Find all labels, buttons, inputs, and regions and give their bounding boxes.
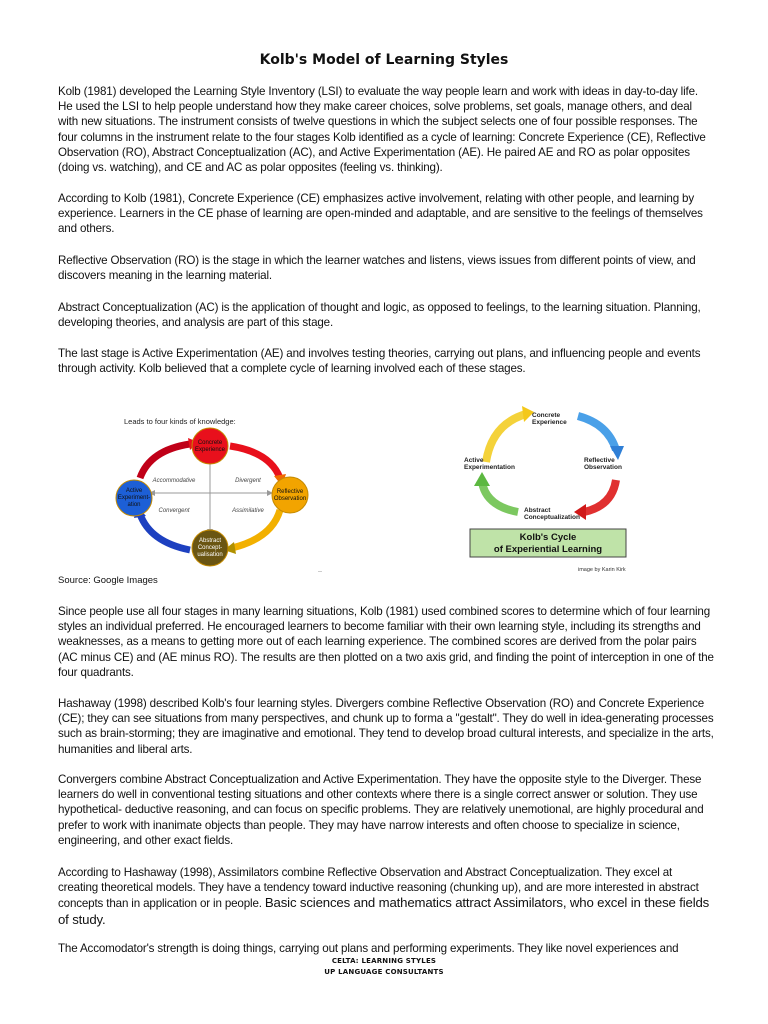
- svg-text:Observation: Observation: [273, 496, 307, 502]
- caption-line2: of Experiential Learning: [493, 544, 603, 555]
- label-abstract-conceptualization-line1: Abstract: [524, 507, 551, 514]
- paragraph-accomodators: The Accomodator's strength is doing things, carrying out plans and performing experiments. They like novel experiences and: [58, 942, 679, 955]
- label-active-experimentation-line2: Experimentation: [464, 464, 515, 471]
- arc-bottom-left: [140, 514, 190, 550]
- svg-text:ualisation: ualisation: [197, 552, 223, 558]
- paragraph-concrete-experience: According to Kolb (1981), Concrete Experience (CE) emphasizes active involvement, relating with other people, and learning by experience. Learners in the CE phase of learning are open-minded and adaptable, and are sensitive to the feelings of themselves and others.: [58, 192, 703, 236]
- svg-text:ation: ation: [127, 502, 141, 508]
- quadrant-divergent: Divergent: [235, 478, 261, 484]
- caption-line1: Kolb's Cycle: [519, 532, 577, 543]
- quadrant-accommodative: Accommodative: [152, 478, 196, 484]
- svg-text:Reflective: Reflective: [276, 489, 304, 495]
- paragraph-abstract-conceptualization: Abstract Conceptualization (AC) is the application of thought and logic, as opposed to feelings, to the learning situation. Planning, developing theories, and analysis are part of this stage.: [58, 301, 701, 330]
- label-concrete-experience-line1: Concrete: [532, 412, 561, 419]
- paragraph-intro: Kolb (1981) developed the Learning Style Inventory (LSI) to evaluate the way people learn and work with ideas in day-to-day life. He used the LSI to help people understand how they make career choices, solve problems, set goals, manage others, and deal with new situations. The instrument consists of twelve questions in which the subject selects one of four possible responses. The four columns in the instrument relate to the four stages Kolb identified as a cycle of learning: Concrete Experience (CE), Reflective Observation (RO), Abstract Conceptualization (AC), and Active Experimentation (AE). He paired AE and RO as polar opposites (doing vs. watching), and CE and AC as polar opposites (feeling vs. thinking).: [58, 85, 706, 175]
- kolb-cycle-diagram-right: [452, 402, 644, 578]
- label-active-experimentation-line1: Active: [464, 457, 484, 464]
- label-concrete-experience-line2: Experience: [532, 419, 567, 426]
- kolb-cycle-diagram-left: [112, 410, 344, 576]
- svg-text:Active: Active: [125, 488, 143, 494]
- paragraph-reflective-observation: Reflective Observation (RO) is the stage in which the learner watches and listens, views issues from different points of view, and discovers meaning in the learning material.: [58, 254, 696, 283]
- footer-line1: CELTA: LEARNING STYLES: [331, 957, 437, 965]
- arc-bottom-right: [232, 510, 280, 548]
- arrow-yellow: [486, 414, 526, 462]
- svg-text:Experiment-: Experiment-: [117, 495, 151, 501]
- svg-text:Concrete: Concrete: [197, 440, 223, 446]
- arrow-red: [584, 480, 616, 512]
- arrow-green: [482, 482, 518, 512]
- figure-left-credit-mark: —: [318, 568, 322, 573]
- page-title: Kolb's Model of Learning Styles: [259, 52, 509, 68]
- svg-text:Abstract: Abstract: [198, 538, 222, 544]
- arc-top-left: [140, 444, 190, 478]
- figure-right-credit: image by Karin Kirk: [578, 567, 626, 573]
- paragraph-convergers: Convergers combine Abstract Conceptualization and Active Experimentation. They have the opposite style to the Diverger. These learners do well in conventional testing situations and other contexts where there is a single correct answer or solution. They use hypothetical- deductive reasoning, and can focus on specific problems. They are relatively unemotional, are highly procedural and prefer to work with inanimate objects than people. They may have narrow interests and often choose to specialize in science, engineering, and other exact fields.: [58, 773, 704, 847]
- quadrant-convergent: Convergent: [158, 508, 190, 514]
- footer-line2: UP LANGUAGE CONSULTANTS: [324, 968, 444, 976]
- arrow-blue: [578, 416, 616, 450]
- figure-source: Source: Google Images: [58, 575, 158, 586]
- paragraph-assimilators: [58, 865, 714, 928]
- figure-left-heading: Leads to four kinds of knowledge:: [124, 417, 236, 426]
- assimilators-text: According to Hashaway (1998), Assimilators combine Reflective Observation and Abstract Conceptualization. They excel at creating theoretical models. They have a tendency toward inductive reasoning (chunking up), and are more interested in abstract concepts than in application or in people.: [58, 866, 699, 911]
- node-reflective-observation: [272, 477, 308, 513]
- node-concrete-experience: [192, 428, 228, 464]
- quadrant-assimilative: Assimilative: [232, 508, 264, 514]
- label-reflective-observation-line1: Reflective: [584, 457, 615, 464]
- label-abstract-conceptualization-line2: Conceptualization: [524, 514, 580, 521]
- label-reflective-observation-line2: Observation: [584, 464, 622, 471]
- svg-text:Experience: Experience: [194, 447, 226, 453]
- paragraph-divergers: Hashaway (1998) described Kolb's four learning styles. Divergers combine Reflective Observation (RO) and Concrete Experience (CE); they can see situations from many perspectives, and chunk up to forma a "gestalt". They do well in idea-generating processes such as brain-storming; they are imaginative and emotional. They tend to develop broad cultural interests, and specialize in the arts, humanities and liberal arts.: [58, 697, 714, 756]
- paragraph-active-experimentation: The last stage is Active Experimentation (AE) and involves testing theories, carrying out plans, and influencing people and events through activity. Kolb believed that a complete cycle of learning involved each of these stages.: [58, 347, 701, 376]
- arc-top-right: [230, 446, 280, 478]
- paragraph-learning-styles: Since people use all four stages in many learning situations, Kolb (1981) used combined scores to determine which of four learning styles an individual preferred. He encouraged learners to become familiar with their own learning style, including its strengths and weaknesses, as a means to getting more out of each learning experience. The combined scores are derived from the polar pairs (AC minus CE) and (AE minus RO). The results are then plotted on a two axis grid, and finding the point of interception in one of the four quadrants.: [58, 605, 714, 679]
- svg-text:Concept-: Concept-: [197, 545, 223, 551]
- node-active-experimentation: [116, 480, 152, 516]
- assimilators-emphasis: Basic sciences and mathematics attract Assimilators, who excel in these fields of study.: [58, 895, 710, 927]
- node-abstract-conceptualisation: [192, 530, 228, 566]
